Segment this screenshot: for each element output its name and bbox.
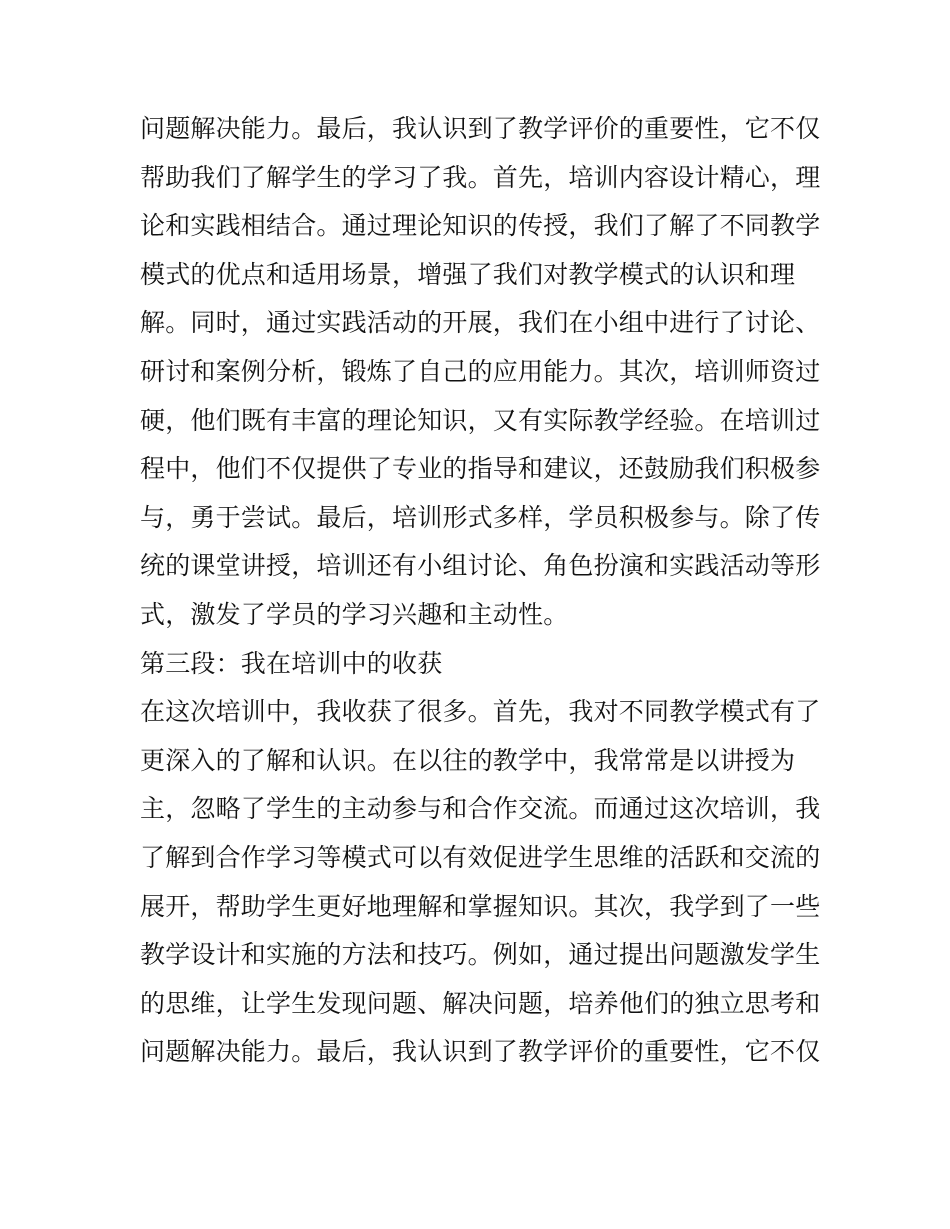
text-line: 在这次培训中，我收获了很多。首先，我对不同教学模式有了 <box>140 697 821 727</box>
section-heading: 第三段：我在培训中的收获 <box>140 648 443 678</box>
text-line: 主，忽略了学生的主动参与和合作交流。而通过这次培训，我 <box>140 794 821 824</box>
text-line: 硬，他们既有丰富的理论知识，又有实际教学经验。在培训过 <box>140 405 821 435</box>
text-line: 更深入的了解和认识。在以往的教学中，我常常是以讲授为 <box>140 745 796 775</box>
text-line: 解。同时，通过实践活动的开展，我们在小组中进行了讨论、 <box>140 308 821 338</box>
text-line: 帮助我们了解学生的学习了我。首先，培训内容设计精心，理 <box>140 162 821 192</box>
text-line: 式，激发了学员的学习兴趣和主动性。 <box>140 599 569 629</box>
text-line: 程中，他们不仅提供了专业的指导和建议，还鼓励我们积极参 <box>140 454 821 484</box>
text-line: 与，勇于尝试。最后，培训形式多样，学员积极参与。除了传 <box>140 502 821 532</box>
text-line: 研讨和案例分析，锻炼了自己的应用能力。其次，培训师资过 <box>140 356 821 386</box>
text-line: 展开，帮助学生更好地理解和掌握知识。其次，我学到了一些 <box>140 891 821 921</box>
text-line: 的思维，让学生发现问题、解决问题，培养他们的独立思考和 <box>140 988 821 1018</box>
text-line: 问题解决能力。最后，我认识到了教学评价的重要性，它不仅 <box>140 114 821 143</box>
text-line: 模式的优点和适用场景，增强了我们对教学模式的认识和理 <box>140 259 796 289</box>
text-line: 问题解决能力。最后，我认识到了教学评价的重要性，它不仅 <box>140 1037 821 1067</box>
document-body <box>140 105 820 1077</box>
text-line: 论和实践相结合。通过理论知识的传授，我们了解了不同教学 <box>140 211 821 241</box>
text-line: 教学设计和实施的方法和技巧。例如，通过提出问题激发学生 <box>140 940 821 970</box>
text-line: 统的课堂讲授，培训还有小组讨论、角色扮演和实践活动等形 <box>140 551 821 581</box>
text-line: 了解到合作学习等模式可以有效促进学生思维的活跃和交流的 <box>140 842 821 872</box>
